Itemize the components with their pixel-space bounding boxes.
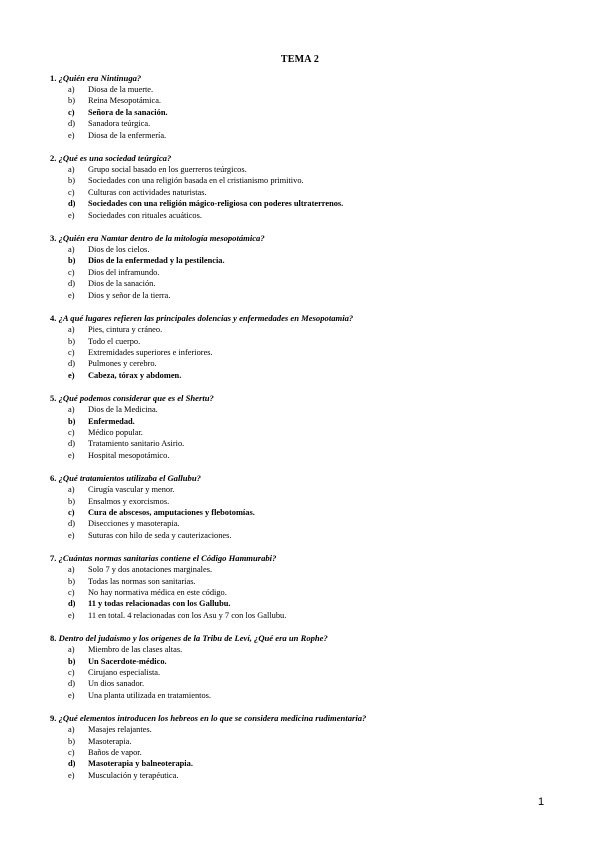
option-letter: e) [68,690,75,700]
option-text: Dios de la Medicina. [88,405,158,415]
answer-option-correct [50,255,560,266]
answer-option [50,404,560,415]
question-number: 5. [50,393,57,404]
answer-option-correct [50,416,560,427]
question-block [50,632,560,701]
answer-option [50,438,560,449]
answer-option [50,736,560,747]
question-text: ¿Qué elementos introducen los hebreos en lo que se considera medicina rudimentaria? [58,713,367,724]
question-number: 8. [50,633,57,644]
answer-option [50,175,560,186]
option-text: Diosa de la enfermería. [88,130,167,140]
option-text: Dios y señor de la tierra. [88,290,171,300]
answer-option [50,530,560,541]
question-title [50,712,560,724]
question-text: ¿Quién era Nintinuga? [58,73,142,83]
option-letter: e) [68,290,75,300]
answer-option [50,518,560,529]
option-text: Diosa de la muerte. [88,85,154,94]
answer-options [50,324,560,381]
option-letter: c) [68,748,75,758]
question-text: ¿Qué podemos considerar que es el Shertu? [58,393,214,404]
answer-option [50,336,560,347]
option-letter: e) [68,130,75,140]
option-text: Reina Mesopotámica. [88,96,162,106]
page-title: TEMA 2 [280,54,320,65]
option-text: 11 y todas relacionadas con los Gallubu. [88,599,231,609]
answer-options [50,404,560,461]
answer-option [50,747,560,758]
option-text: Dios de la sanación. [88,279,156,289]
questions-list [50,72,560,792]
option-text: Dios de los cielos. [88,245,150,255]
question-block [50,152,560,221]
option-text: Un dios sanador. [88,679,145,689]
answer-options [50,84,560,141]
question-block [50,712,560,781]
option-letter: a) [68,565,75,575]
question-title [50,632,560,644]
option-letter: c) [68,507,75,517]
option-letter: d) [68,439,75,449]
answer-options [50,564,560,621]
answer-option [50,118,560,129]
option-letter: d) [68,199,76,209]
option-letter: b) [68,576,75,586]
option-text: No hay normativa médica en este código. [88,588,227,597]
option-text: Extremidades superiores e inferiores. [88,347,213,357]
option-letter: d) [68,119,75,129]
option-letter: e) [68,370,75,380]
question-block [50,472,560,541]
question-title [50,152,560,164]
question-title [50,552,560,564]
question-block [50,72,560,141]
question-block [50,552,560,621]
option-text: Todo el cuerpo. [88,336,141,346]
answer-option-correct [50,758,560,769]
option-letter: d) [68,359,75,369]
option-text: Enfermedad. [88,416,135,426]
option-letter: c) [68,187,75,197]
option-letter: b) [68,256,76,266]
question-text: Dentro del judaísmo y los orígenes de la Tribu de Leví, ¿Qué era un Rophe? [58,633,328,644]
option-text: 11 en total. 4 relacionadas con los Asu y 7 con los Gallubu. [88,610,287,620]
question-number: 1. [50,73,57,83]
question-number: 3. [50,233,57,244]
option-text: Cirujano especialista. [88,668,161,678]
option-text: Un Sacerdote-médico. [88,656,167,666]
answer-option [50,576,560,587]
answer-options [50,164,560,221]
answer-option [50,358,560,369]
question-block [50,312,560,381]
option-text: Musculación y terapéutica. [88,770,179,780]
option-text: Sociedades con una religión basada en el cristianismo primitivo. [88,176,304,186]
answer-option [50,644,560,655]
option-text: Todas las normas son sanitarias. [88,576,196,586]
option-letter: b) [68,96,75,106]
option-letter: e) [68,610,75,620]
question-number: 4. [50,313,57,324]
answer-option [50,164,560,175]
answer-options [50,484,560,541]
option-letter: a) [68,85,75,94]
option-letter: c) [68,107,75,117]
answer-option [50,770,560,781]
option-letter: a) [68,245,75,255]
option-text: Sociedades con rituales acuáticos. [88,210,202,220]
question-number: 2. [50,153,57,164]
answer-option [50,587,560,598]
question-title [50,312,560,324]
question-title [50,72,560,84]
option-text: Masoterapia. [88,736,132,746]
answer-option [50,130,560,141]
option-text: Masoterapia y balneoterapia. [88,759,193,769]
answer-option-correct [50,107,560,118]
option-text: Sociedades con una religión mágico-religiosa con poderes ultraterrenos. [88,199,344,209]
option-letter: d) [68,279,75,289]
option-text: Culturas con actividades naturistas. [88,187,207,197]
option-letter: c) [68,347,75,357]
answer-option [50,244,560,255]
option-letter: c) [68,267,75,277]
answer-option-correct [50,507,560,518]
option-text: Cura de abscesos, amputaciones y flebotomías. [88,507,255,517]
answer-option [50,324,560,335]
option-text: Solo 7 y dos anotaciones marginales. [88,565,213,575]
answer-option [50,564,560,575]
answer-option [50,347,560,358]
option-letter: a) [68,645,75,655]
option-text: Grupo social basado en los guerreros teúrgicos. [88,165,247,175]
option-text: Ensalmos y exorcismos. [88,496,170,506]
answer-option [50,724,560,735]
answer-option [50,210,560,221]
answer-options [50,244,560,301]
answer-option [50,95,560,106]
answer-option [50,187,560,198]
option-letter: a) [68,485,75,495]
answer-option [50,450,560,461]
option-letter: b) [68,416,76,426]
answer-options [50,644,560,701]
page-number: 1 [538,796,545,808]
option-letter: c) [68,588,75,597]
question-number: 9. [50,713,57,724]
answer-option [50,267,560,278]
answer-option [50,290,560,301]
question-title [50,232,560,244]
option-letter: a) [68,325,75,335]
option-letter: b) [68,336,75,346]
answer-option [50,678,560,689]
option-letter: d) [68,759,76,769]
option-text: Miembro de las clases altas. [88,645,183,655]
option-text: Cabeza, tórax y abdomen. [88,370,182,380]
option-text: Masajes relajantes. [88,725,152,735]
option-text: Hospital mesopotámico. [88,450,170,460]
option-text: Sanadora teúrgica. [88,119,151,129]
answer-option-correct [50,656,560,667]
option-letter: e) [68,530,75,540]
option-text: Baños de vapor. [88,748,142,758]
question-block [50,232,560,301]
option-letter: c) [68,427,75,437]
option-letter: c) [68,668,75,678]
option-text: Disecciones y masoterapia. [88,519,180,529]
answer-option [50,610,560,621]
answer-option [50,667,560,678]
option-text: Pulmones y cerebro. [88,359,157,369]
option-letter: b) [68,176,75,186]
option-text: Cirugía vascular y menor. [88,485,175,495]
question-block [50,392,560,461]
option-text: Dios de la enfermedad y la pestilencia. [88,256,225,266]
question-text: ¿Qué tratamientos utilizaba el Gallubu? [58,473,201,484]
question-number: 7. [50,553,57,564]
question-title [50,392,560,404]
answer-option [50,484,560,495]
option-text: Tratamiento sanitario Asirio. [88,439,185,449]
option-letter: b) [68,736,75,746]
answer-option [50,427,560,438]
option-letter: a) [68,165,75,175]
question-number: 6. [50,473,57,484]
question-text: ¿Quién era Namtar dentro de la mitología mesopotámica? [58,233,265,244]
question-text: ¿Cuántas normas sanitarias contiene el Código Hammurabi? [58,553,277,564]
question-text: ¿Qué es una sociedad teúrgica? [58,153,172,164]
option-text: Una planta utilizada en tratamientos. [88,690,212,700]
answer-option [50,496,560,507]
option-letter: e) [68,210,75,220]
option-letter: d) [68,599,76,609]
option-letter: a) [68,405,75,415]
question-text: ¿A qué lugares refieren las principales dolencias y enfermedades en Mesopotamia? [58,313,354,324]
answer-option [50,278,560,289]
answer-option [50,690,560,701]
option-text: Señora de la sanación. [88,107,168,117]
question-title [50,472,560,484]
option-text: Suturas con hilo de seda y cauterizaciones. [88,530,232,540]
option-letter: e) [68,450,75,460]
option-letter: b) [68,496,75,506]
option-text: Pies, cintura y cráneo. [88,325,163,335]
option-letter: a) [68,725,75,735]
option-text: Médico popular. [88,427,143,437]
answer-options [50,724,560,781]
option-text: Dios del inframundo. [88,267,160,277]
option-letter: d) [68,519,75,529]
option-letter: e) [68,770,75,780]
answer-option-correct [50,598,560,609]
option-letter: d) [68,679,75,689]
answer-option-correct [50,370,560,381]
option-letter: b) [68,656,76,666]
answer-option-correct [50,198,560,209]
answer-option [50,84,560,95]
